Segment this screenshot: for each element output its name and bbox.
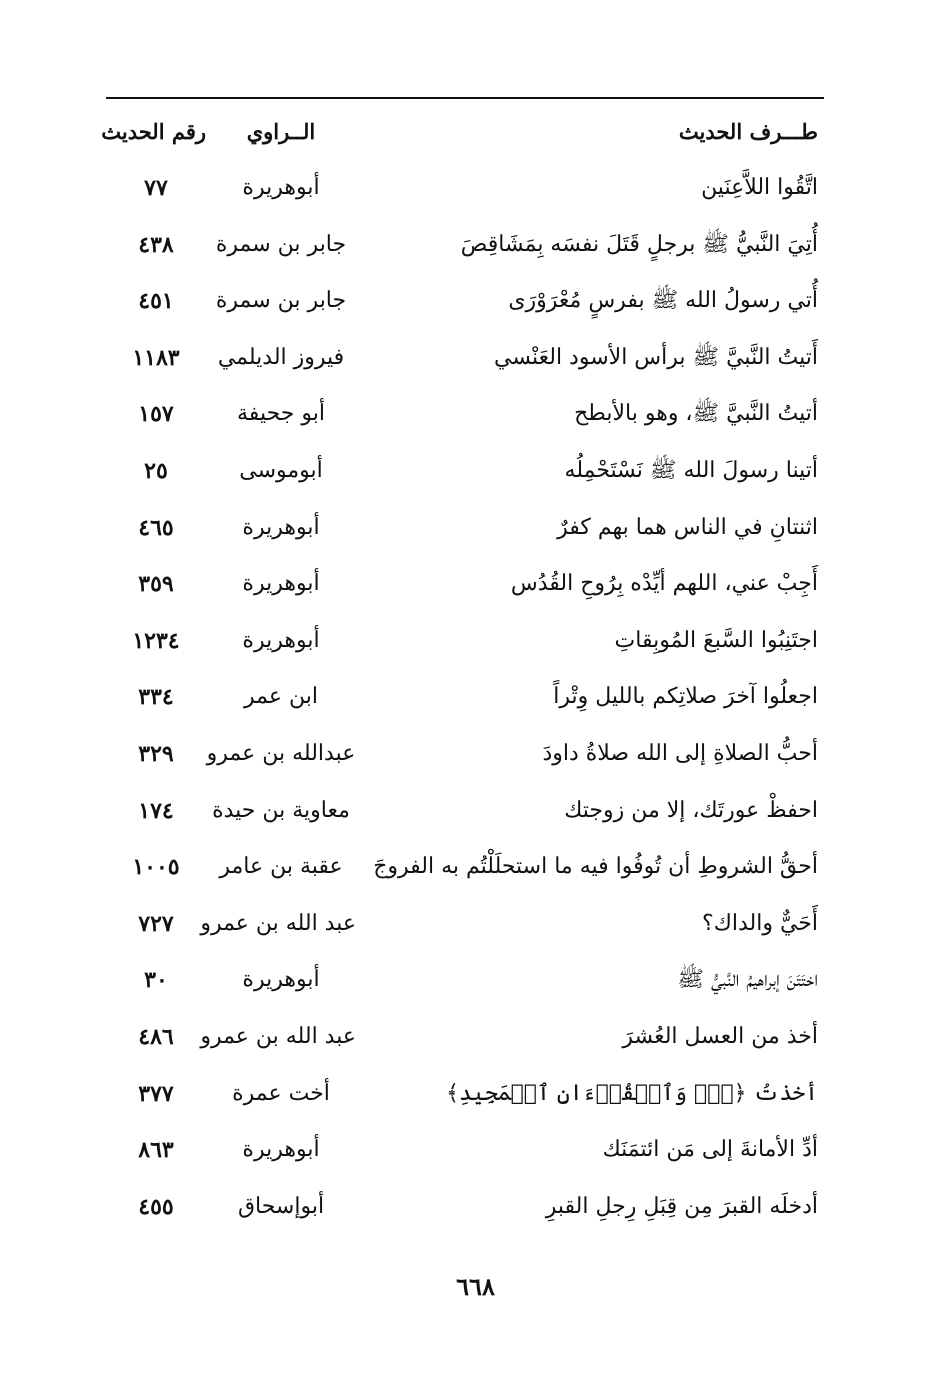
hadith-number: ١٥٧ xyxy=(138,401,174,428)
narrator-name: جابر بن سمرة xyxy=(215,231,347,257)
table-row xyxy=(106,839,824,896)
hadith-number: ٤٣٨ xyxy=(138,231,174,258)
hadith-index-table xyxy=(106,160,824,1235)
hadith-text: أخذ من العسل العُشرَ xyxy=(622,1023,818,1049)
narrator-name: عبدالله بن عمرو xyxy=(206,740,356,766)
hadith-text: أَجِبْ عني، اللهم أيِّدْه بِرُوحِ القُدُس xyxy=(510,571,818,597)
hadith-number: ٤٥١ xyxy=(138,288,174,315)
header-narrator: الــراوي xyxy=(246,119,316,144)
hadith-text: أتيتُ النَّبيَّ ﷺ، وهو بالأبطح xyxy=(574,401,818,427)
table-row xyxy=(106,273,824,330)
narrator-name: أخت عمرة xyxy=(232,1080,330,1106)
table-row xyxy=(106,443,824,500)
hadith-text: احفظْ عورتَك، إلا من زوجتك xyxy=(564,797,818,823)
hadith-text: اجعلُوا آخرَ صلاتِكم بالليل وِتْراً xyxy=(553,684,818,710)
top-rule xyxy=(106,97,824,99)
hadith-text: أتينا رسولَ الله ﷺ نَسْتَحْمِلُه xyxy=(564,457,818,483)
narrator-name: عقبة بن عامر xyxy=(219,854,343,880)
narrator-name: فيروز الديلمي xyxy=(217,344,345,370)
table-row xyxy=(106,386,824,443)
table-row xyxy=(106,1122,824,1179)
hadith-text: أَتيتُ النَّبيَّ ﷺ برأس الأسود العَنْسي xyxy=(494,344,818,370)
hadith-number: ١٠٠٥ xyxy=(132,854,180,881)
hadith-text: اجتَنِبُوا السَّبعَ المُوبِقاتِ xyxy=(614,627,818,653)
narrator-name: أبوهريرة xyxy=(242,967,320,993)
hadith-text: أخذتُ ﴿قٓۚ وَٱلۡقُرۡءَانِ ٱلۡمَجِيدِ﴾ xyxy=(446,1080,818,1106)
table-row xyxy=(106,896,824,953)
hadith-number: ٧٧ xyxy=(144,175,168,201)
table-header xyxy=(101,112,824,152)
table-row xyxy=(106,1179,824,1236)
hadith-text: اختَتَنَ إبراهيمُ النَّبيُّ ﷺ xyxy=(677,967,818,993)
narrator-name: أبوهريرة xyxy=(242,175,320,200)
header-hadith-text: طـــرف الحديث xyxy=(678,119,818,144)
table-row xyxy=(106,726,824,783)
table-row xyxy=(106,1066,824,1123)
header-hadith-number: رقم الحديث xyxy=(101,119,206,144)
table-row xyxy=(106,556,824,613)
hadith-text: أدِّ الأمانةَ إلى مَن ائتمَنَك xyxy=(602,1137,818,1163)
hadith-number: ٤٥٥ xyxy=(138,1193,174,1220)
table-row xyxy=(106,783,824,840)
narrator-name: أبو جحيفة xyxy=(237,401,325,427)
hadith-text: أُتي رسولُ الله ﷺ بفرسٍ مُعْرَوْرَى xyxy=(508,288,818,314)
hadith-number: ٣٠ xyxy=(144,967,168,994)
hadith-number: ٣٥٩ xyxy=(138,571,174,598)
hadith-number: ١٢٣٤ xyxy=(132,627,180,654)
hadith-number: ١١٨٣ xyxy=(132,344,180,371)
narrator-name: عبد الله بن عمرو xyxy=(200,1023,356,1049)
hadith-number: ٧٢٧ xyxy=(138,910,174,937)
page-number: ٦٦٨ xyxy=(456,1272,495,1301)
table-row xyxy=(106,217,824,274)
hadith-number: ٨٦٣ xyxy=(138,1137,174,1164)
table-row xyxy=(106,952,824,1009)
table-row xyxy=(106,1009,824,1066)
table-row xyxy=(106,160,824,217)
narrator-name: ابن عمر xyxy=(244,684,318,710)
hadith-number: ١٧٤ xyxy=(138,797,174,824)
hadith-number: ٤٨٦ xyxy=(138,1023,174,1050)
narrator-name: جابر بن سمرة xyxy=(215,288,347,314)
hadith-number: ٤٦٥ xyxy=(138,514,174,541)
table-row xyxy=(106,669,824,726)
hadith-number: ٣٢٩ xyxy=(138,740,174,767)
hadith-text: أحقُّ الشروطِ أن تُوفُوا فيه ما استحلَلْتُم به الفروجَ xyxy=(373,854,818,880)
hadith-number: ٣٧٧ xyxy=(138,1080,174,1107)
narrator-name: أبوإسحاق xyxy=(237,1193,325,1219)
narrator-name: معاوية بن حيدة xyxy=(212,797,350,823)
hadith-text: اتَّقُوا اللاَّعِنَين xyxy=(701,175,818,200)
hadith-text: اثنتانِ في الناس هما بهم كفرٌ xyxy=(557,514,818,540)
hadith-text: أُتِيَ النَّبيُّ ﷺ برجلٍ قَتَلَ نفسَه بِمَشَاقِصَ xyxy=(460,231,818,257)
table-row xyxy=(106,500,824,557)
table-row xyxy=(106,330,824,387)
table-row xyxy=(106,613,824,670)
narrator-name: أبوهريرة xyxy=(242,627,320,653)
hadith-text: أحبُّ الصلاةِ إلى الله صلاةُ داودَ xyxy=(542,740,818,766)
hadith-text: أدخلَه القبرَ مِن قِبَلِ رِجلِ القبرِ xyxy=(545,1193,818,1219)
hadith-number: ٢٥ xyxy=(144,457,168,484)
narrator-name: عبد الله بن عمرو xyxy=(200,910,356,936)
hadith-number: ٣٣٤ xyxy=(138,684,174,711)
narrator-name: أبوهريرة xyxy=(242,514,320,540)
hadith-text: أَحَيٌّ والداك؟ xyxy=(702,910,818,936)
narrator-name: أبوهريرة xyxy=(242,571,320,597)
narrator-name: أبوموسى xyxy=(239,457,323,483)
narrator-name: أبوهريرة xyxy=(242,1137,320,1163)
